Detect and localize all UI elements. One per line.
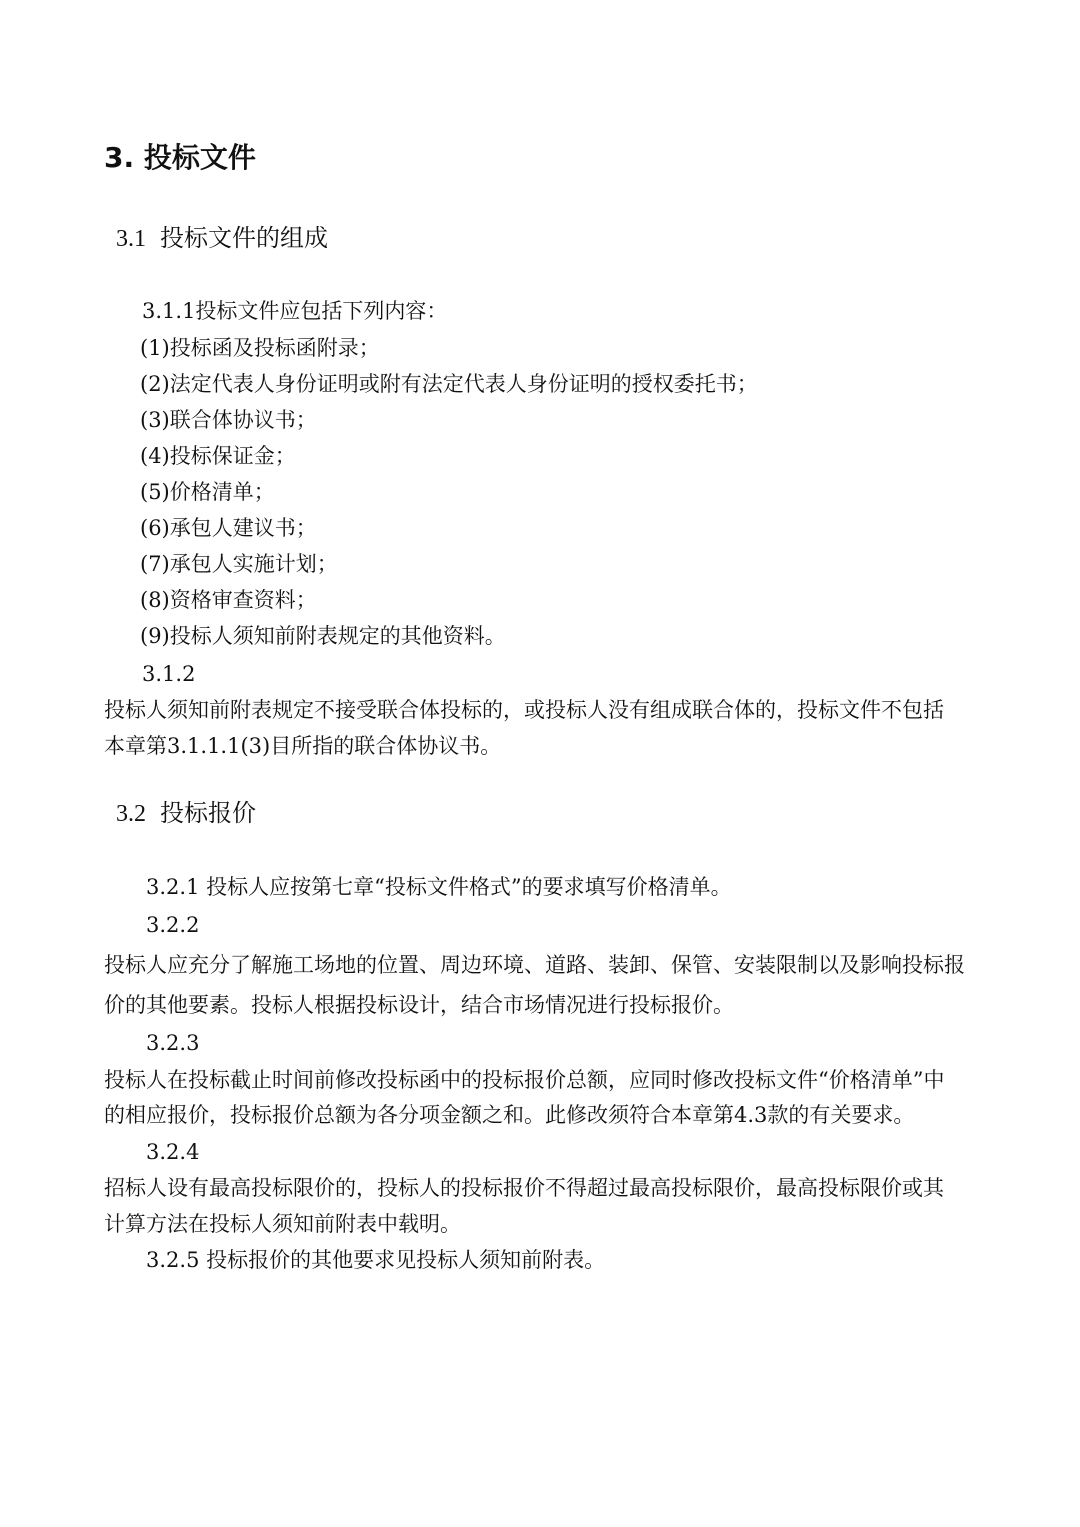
clause-3-2-1: 3.2.1 投标人应按第七章“投标文件格式”的要求填写价格清单。 [146,875,732,899]
list-item: (8)资格审查资料； [140,588,317,612]
subsection-number: 3.2 [116,801,146,827]
list-item: (1)投标函及投标函附录； [140,336,380,360]
list-item: (9)投标人须知前附表规定的其他资料。 [140,624,506,648]
subsection-3-1-heading [116,222,328,255]
clause-3-2-2-text: 投标人应充分了解施工场地的位置、周边环境、道路、装卸、保管、安装限制以及影响投标报 [104,953,965,977]
clause-3-1-2-number: 3.1.2 [142,662,196,686]
subsection-title: 投标报价 [160,799,256,827]
clause-3-2-4-number: 3.2.4 [146,1140,200,1164]
list-item: (6)承包人建议书； [140,516,317,540]
list-item: (2)法定代表人身份证明或附有法定代表人身份证明的授权委托书； [140,372,758,396]
list-item: (4)投标保证金； [140,444,296,468]
subsection-3-2-heading [116,797,256,830]
subsection-number: 3.1 [116,226,146,252]
clause-3-2-3-number: 3.2.3 [146,1031,200,1055]
clause-3-2-4-text: 计算方法在投标人须知前附表中载明。 [104,1212,461,1236]
clause-3-2-4-text: 招标人设有最高投标限价的，投标人的投标报价不得超过最高投标限价，最高投标限价或其 [104,1176,944,1200]
subsection-title: 投标文件的组成 [160,224,328,252]
list-item: (5)价格清单； [140,480,275,504]
list-item: (7)承包人实施计划； [140,552,338,576]
clause-3-1-2-text: 本章第3.1.1.1(3)目所指的联合体协议书。 [104,734,502,758]
clause-3-1-2-text: 投标人须知前附表规定不接受联合体投标的，或投标人没有组成联合体的，投标文件不包括 [104,698,944,722]
section-heading: 3. 投标文件 [104,141,256,174]
clause-3-2-2-number: 3.2.2 [146,913,200,937]
clause-3-2-5: 3.2.5 投标报价的其他要求见投标人须知前附表。 [146,1248,606,1272]
clause-3-2-2-text: 价的其他要素。投标人根据投标设计，结合市场情况进行投标报价。 [104,993,734,1017]
list-item: (3)联合体协议书； [140,408,317,432]
clause-3-1-1-intro: 3.1.1投标文件应包括下列内容： [142,299,448,323]
clause-3-2-3-text: 投标人在投标截止时间前修改投标函中的投标报价总额，应同时修改投标文件“价格清单”中 [104,1068,945,1092]
clause-3-2-3-text: 的相应报价，投标报价总额为各分项金额之和。此修改须符合本章第4.3款的有关要求。 [104,1103,915,1127]
